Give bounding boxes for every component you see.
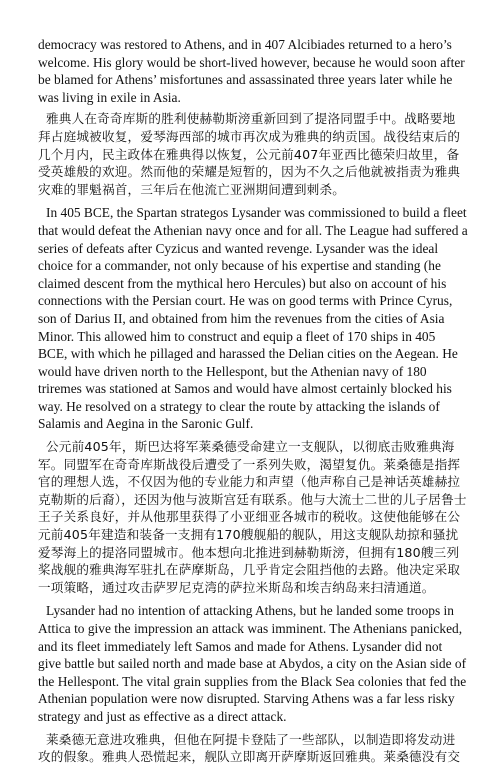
paragraph-en-alcibiades-return: democracy was restored to Athens, and in 407 Alcibiades returned to a hero’s welcome. His glory would be short-lived however, because he would soon after be blamed for Athens’ misfortunes and assassinated three years later while he was living in exile in Asia. [38, 37, 465, 105]
paragraph-zh-attica-feint: 莱桑德无意进攻雅典，但他在阿提卡登陆了一些部队，以制造即将发动进攻的假象。雅典人恐慌起来，舰队立即离开萨摩斯返回雅典。莱桑德没有交 [38, 731, 461, 765]
paragraph-en-lysander-fleet: In 405 BCE, the Spartan strategos Lysander was commissioned to build a fleet that would defeat the Athenian navy once and for all. The League had suffered a series of defeats after Cyzicus and wanted revenge. Lysander was the ideal choice for a commander, not only because of his expertise and standing (he claimed descent from the mythical hero Hercules) but also on account of his connections with the Persian court. He was on good terms with Prince Cyrus, son of Darius II, and obtained from him the revenues from the cities of Asia Minor. This allowed him to construct and equip a fleet of 170 ships in 405 BCE, with which he pillaged and harassed the Delian cities on the Aegean. He would have driven north to the Hellespont, but the Athenian navy of 180 triremes was stationed at Samos and would have almost certainly blocked his way. He resolved on a strategy to clear the route by attacking the islands of Salamis and Aegina in the Saronic Gulf. [38, 205, 468, 432]
document-page [38, 36, 468, 766]
paragraph-zh-lysander-fleet: 公元前405年，斯巴达将军莱桑德受命建立一支舰队，以彻底击败雅典海军。同盟军在奇奇库斯战役后遭受了一系列失败，渴望复仇。莱桑德是指挥官的理想人选，不仅因为他的专业能力和声望（他声称自己是神话英雄赫拉克勒斯的后裔），还因为他与波斯宫廷有联系。他与大流士二世的儿子居鲁士王子关系良好，并从他那里获得了小亚细亚各城市的税收。这使他能够在公元前405年建造和装备一支拥有170艘舰船的舰队，用这支舰队劫掠和骚扰爱琴海上的提洛同盟城市。他本想向北推进到赫勒斯滂，但拥有180艘三列桨战舰的雅典海军驻扎在萨摩斯岛，几乎肯定会阻挡他的去路。他决定采取一项策略，通过攻击萨罗尼克湾的萨拉米斯岛和埃吉纳岛来扫清通道。 [38, 439, 467, 595]
paragraph-en-attica-feint: Lysander had no intention of attacking Athens, but he landed some troops in Attica to give the impression an attack was imminent. The Athenians panicked, and its fleet immediately left Samos and made for Athens. Lysander did not give battle but sailed north and made base at Abydos, a city on the Asian side of the Hellespont. The vital grain supplies from the Black Sea colonies that fed the Athenian population were now disrupted. Starving Athens was a far less risky strategy and just as effective as a direct attack. [38, 603, 467, 724]
paragraph-zh-alcibiades-return: 雅典人在奇奇库斯的胜利使赫勒斯滂重新回到了提洛同盟手中。战略要地拜占庭城被收复，爱琴海西部的城市再次成为雅典的纳贡国。战役结束后的几个月内，民主政体在雅典得以恢复，公元前407年亚西比德荣归故里，备受英雄般的欢迎。然而他的荣耀是短暂的，因为不久之后他就被指责为雅典灾难的罪魁祸首，三年后在他流亡亚洲期间遭到刺杀。 [38, 111, 461, 197]
